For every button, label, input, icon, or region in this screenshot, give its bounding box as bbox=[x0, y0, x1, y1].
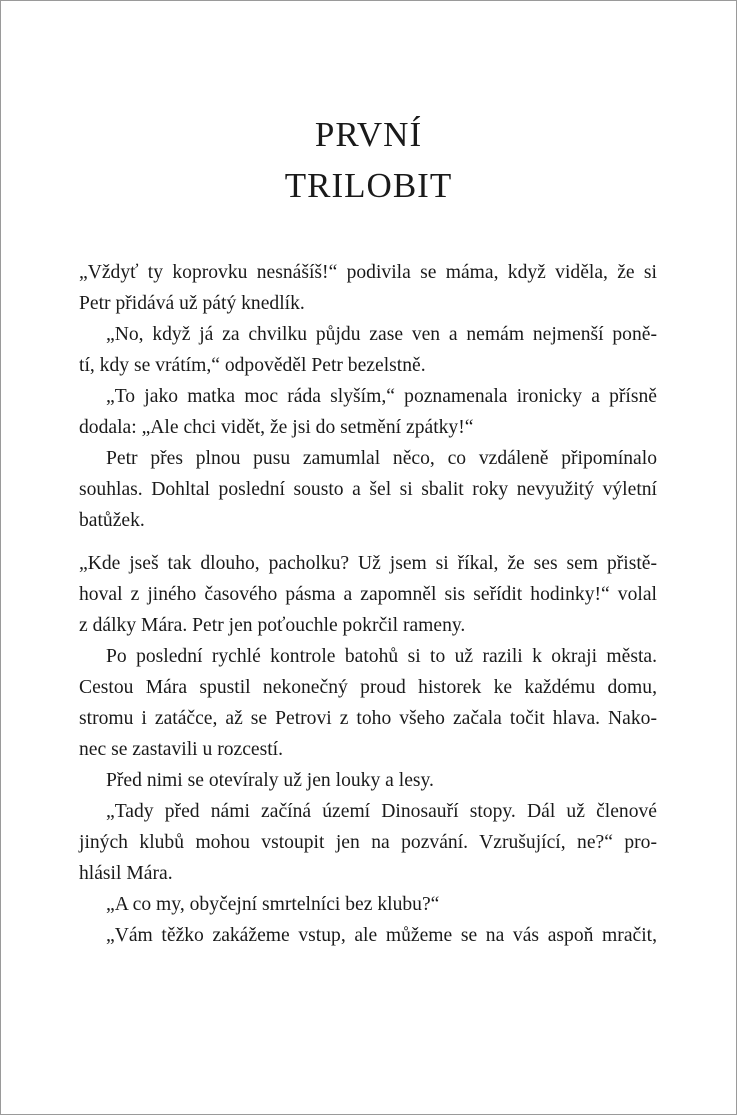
text-line: Před nimi se otevíraly už jen louky a lesy. bbox=[106, 770, 434, 791]
text-line: „No, když já za chvilku půjdu zase ven a nemám nejmenší poně- bbox=[106, 324, 657, 345]
text-line: hoval z jiného časového pásma a zapomněl sis seřídit hodinky!“ volal bbox=[79, 584, 657, 605]
text-line: stromu i zatáčce, až se Petrovi z toho všeho začala točit hlava. Nako- bbox=[79, 708, 657, 729]
text-line: dodala: „Ale chci vidět, že jsi do setmění zpátky!“ bbox=[79, 417, 474, 438]
text-line: „Kde jseš tak dlouho, pacholku? Už jsem si říkal, že ses sem přistě- bbox=[79, 553, 657, 574]
text-line: Po poslední rychlé kontrole batohů si to už razili k okraji města. bbox=[106, 646, 657, 667]
text-line: souhlas. Dohltal poslední sousto a šel si sbalit roky nevyužitý výletní bbox=[79, 479, 657, 500]
text-line: „To jako matka moc ráda slyším,“ poznamenala ironicky a přísně bbox=[106, 386, 657, 407]
text-line: „A co my, obyčejní smrtelníci bez klubu?“ bbox=[106, 894, 440, 915]
text-line: „Tady před námi začíná území Dinosauří stopy. Dál už členové bbox=[106, 801, 657, 822]
chapter-title-line-1: PRVNÍ bbox=[314, 115, 423, 154]
text-line: nec se zastavili u rozcestí. bbox=[79, 739, 284, 760]
text-line: „Vždyť ty koprovku nesnášíš!“ podivila se máma, když viděla, že si bbox=[79, 262, 657, 283]
text-line: z dálky Mára. Petr jen poťouchle pokrčil rameny. bbox=[79, 615, 466, 636]
text-line: hlásil Mára. bbox=[79, 863, 173, 884]
chapter-title-line-2: TRILOBIT bbox=[284, 166, 453, 205]
text-line: tí, kdy se vrátím,“ odpověděl Petr bezelstně. bbox=[79, 355, 426, 376]
text-line: Cestou Mára spustil nekonečný proud historek ke každému domu, bbox=[79, 677, 657, 698]
text-line: jiných klubů mohou vstoupit jen na pozvání. Vzrušující, ne?“ pro- bbox=[79, 832, 657, 853]
text-line: Petr přes plnou pusu zamumlal něco, co vzdáleně připomínalo bbox=[106, 448, 657, 469]
text-line: Petr přidává už pátý knedlík. bbox=[79, 293, 305, 314]
text-line: batůžek. bbox=[79, 510, 145, 531]
text-line: „Vám těžko zakážeme vstup, ale můžeme se na vás aspoň mračit, bbox=[106, 925, 657, 946]
